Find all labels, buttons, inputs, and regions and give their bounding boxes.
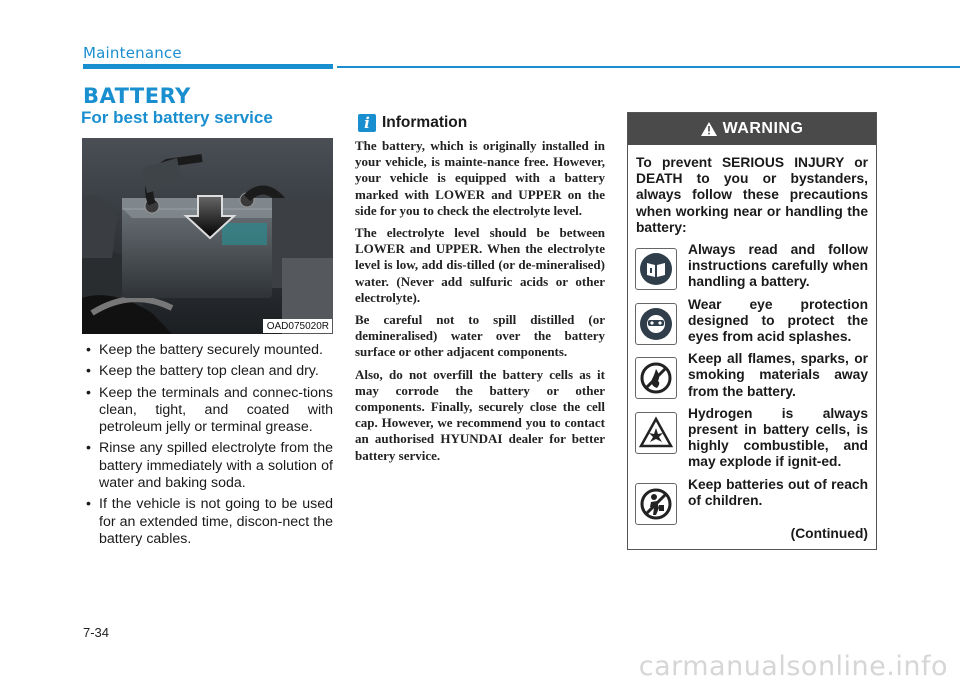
watermark: carmanualsonline.info (638, 651, 948, 682)
warning-triangle-icon (701, 122, 717, 136)
explosion-hazard-icon (635, 412, 677, 454)
warning-item (635, 477, 868, 525)
warning-header (628, 113, 876, 145)
information-body (355, 138, 605, 470)
list-item: • Keep the battery top clean and dry. (83, 363, 333, 380)
eye-protection-icon (635, 303, 677, 345)
subsection-title: For best battery service (81, 108, 273, 127)
info-icon: i (358, 114, 376, 132)
header-rule-thick (83, 64, 333, 69)
continued-label: (Continued) (790, 525, 868, 541)
warning-item-text: Wear eye protection designed to protect the eyes from acid splashes. (688, 296, 868, 345)
warning-item (635, 406, 868, 471)
info-paragraph: The battery, which is originally installed in your vehicle, is mainte-nance free. However, your vehicle is equipped with a battery marked with LOWER and UPPER on the side for you to check the electrolyte level. (355, 138, 605, 218)
no-flame-icon (635, 357, 677, 399)
section-label: Maintenance (83, 44, 182, 62)
information-title: Information (382, 114, 468, 131)
warning-item-text: Hydrogen is always present in battery cells, is highly combustible, and may explode if ignit-ed. (688, 405, 868, 470)
warning-item (635, 242, 868, 291)
manual-book-icon (635, 248, 677, 290)
chapter-title: BATTERY (83, 84, 191, 108)
warning-item-text: Keep all flames, sparks, or smoking materials away from the battery. (688, 351, 868, 399)
keep-away-children-icon (635, 483, 677, 525)
battery-photo (82, 138, 333, 334)
battery-care-list (83, 342, 333, 552)
warning-item (635, 351, 868, 400)
info-paragraph: Be careful not to spill distilled (or demineralised) water over the battery surface or other adjacent components. (355, 312, 605, 360)
list-item: • Rinse any spilled electrolyte from the battery immediately with a solution of water and baking soda. (83, 440, 333, 492)
page-number: 7-34 (83, 625, 110, 640)
engine-bay-illustration (82, 138, 333, 334)
warning-item-text: Always read and follow instructions carefully when handling a battery. (688, 242, 868, 290)
warning-intro: To prevent SERIOUS INJURY or DEATH to you or bystanders, always follow these precautions when working near or handling the battery: (636, 155, 868, 235)
header-rule-thin (337, 66, 960, 68)
list-item: • Keep the terminals and connec-tions clean, tight, and coated with petroleum jelly or terminal grease. (83, 385, 333, 437)
list-item: • Keep the battery securely mounted. (83, 342, 333, 359)
image-code: OAD075020R (263, 319, 332, 333)
info-paragraph: The electrolyte level should be between LOWER and UPPER. When the electrolyte level is low, add dis-tilled (or de-mineralised) water. (Never add sulfuric acids or other electrolyte). (355, 225, 605, 305)
warning-item (635, 297, 868, 346)
warning-box (627, 112, 877, 550)
info-paragraph: Also, do not overfill the battery cells as it may corrode the battery or other components. Finally, securely close the cell cap. However, we recommend you to contact an authorised HYUNDAI dealer for better battery service. (355, 366, 605, 463)
warning-item-text: Keep batteries out of reach of children. (688, 476, 868, 508)
information-header (358, 114, 467, 132)
list-item: • If the vehicle is not going to be used for an extended time, discon-nect the battery cables. (83, 496, 333, 548)
warning-title: WARNING (722, 120, 804, 137)
